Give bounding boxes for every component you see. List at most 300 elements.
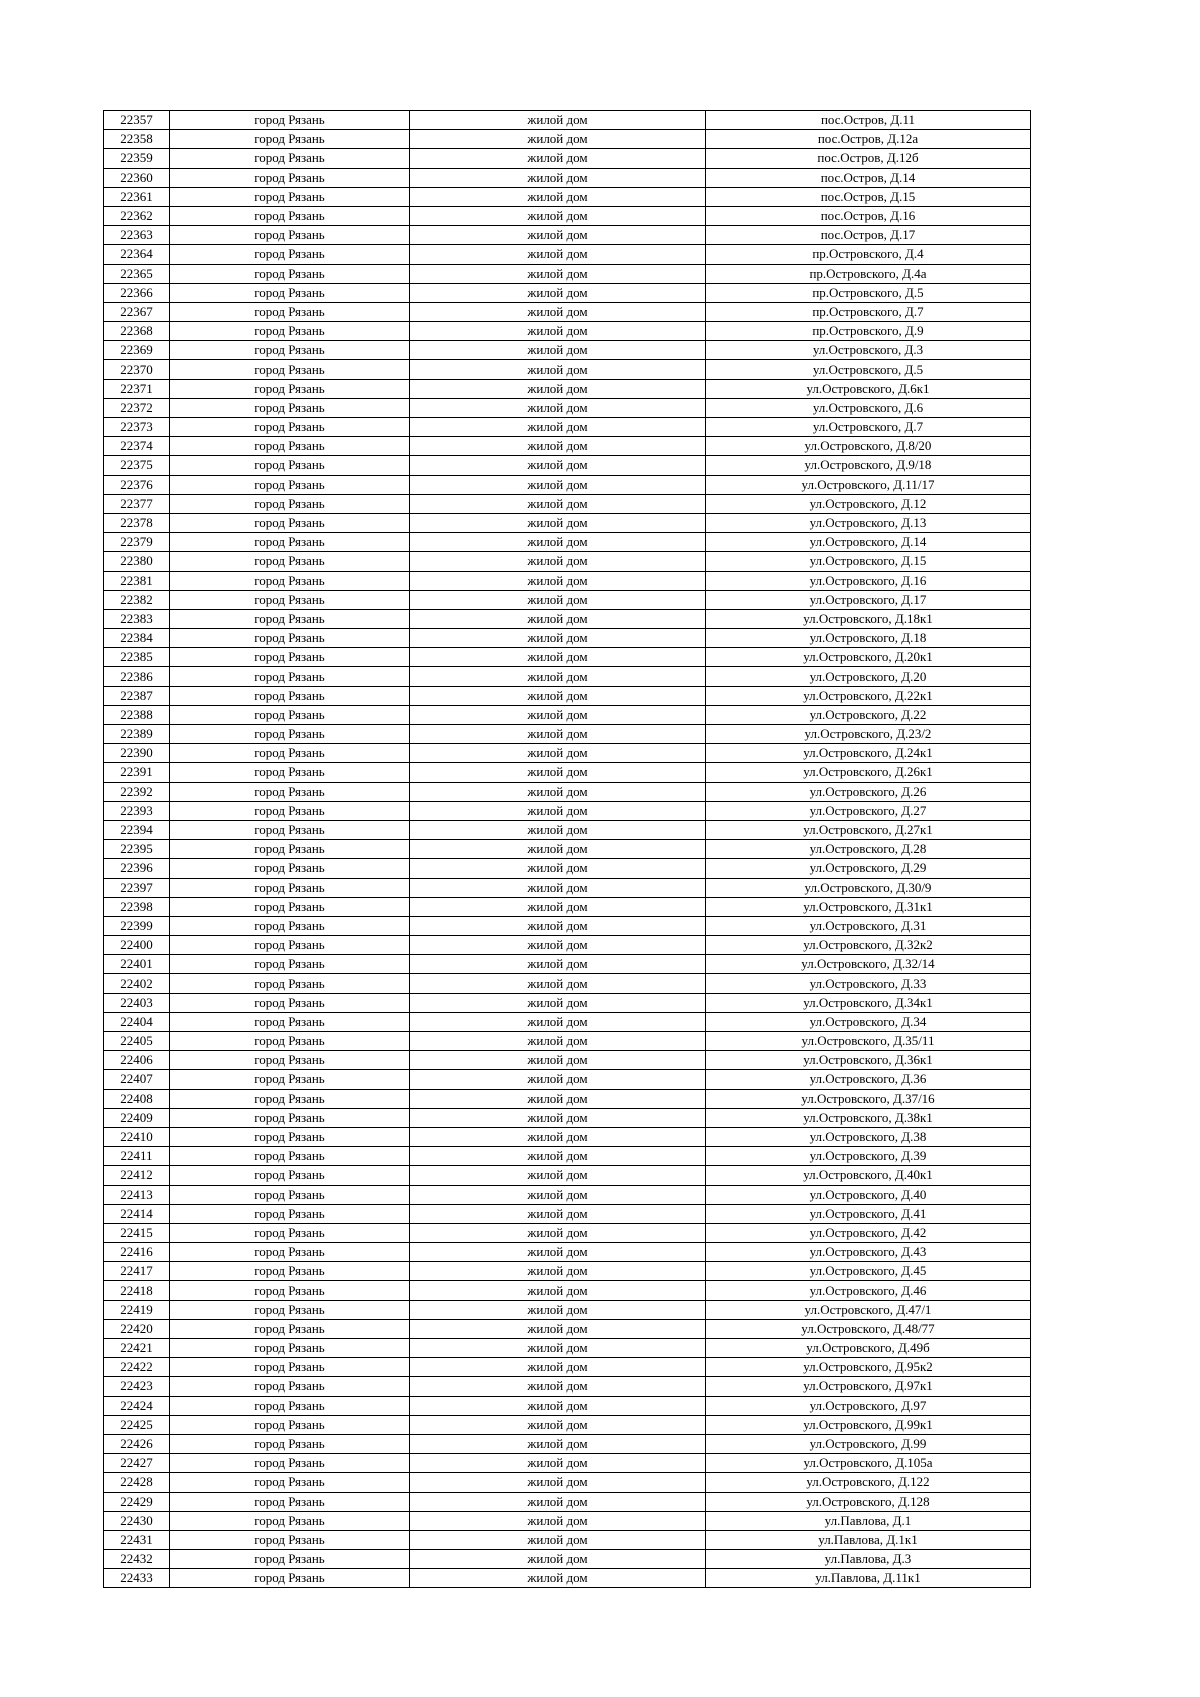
address-cell: ул.Островского, Д.38 xyxy=(706,1127,1031,1146)
object-type-cell: жилой дом xyxy=(410,820,706,839)
city-cell: город Рязань xyxy=(170,168,410,187)
record-number-cell: 22381 xyxy=(104,571,170,590)
object-type-cell: жилой дом xyxy=(410,1300,706,1319)
object-type-cell: жилой дом xyxy=(410,1377,706,1396)
record-number-cell: 22382 xyxy=(104,590,170,609)
address-cell: ул.Островского, Д.48/77 xyxy=(706,1319,1031,1338)
city-cell: город Рязань xyxy=(170,1012,410,1031)
record-number-cell: 22421 xyxy=(104,1339,170,1358)
city-cell: город Рязань xyxy=(170,1377,410,1396)
city-cell: город Рязань xyxy=(170,1358,410,1377)
table-row xyxy=(104,1223,1031,1242)
city-cell: город Рязань xyxy=(170,840,410,859)
table-row xyxy=(104,302,1031,321)
record-number-cell: 22411 xyxy=(104,1147,170,1166)
object-type-cell: жилой дом xyxy=(410,1166,706,1185)
address-cell: ул.Островского, Д.97к1 xyxy=(706,1377,1031,1396)
address-cell: ул.Островского, Д.95к2 xyxy=(706,1358,1031,1377)
city-cell: город Рязань xyxy=(170,1185,410,1204)
table-row xyxy=(104,629,1031,648)
object-type-cell: жилой дом xyxy=(410,1339,706,1358)
city-cell: город Рязань xyxy=(170,1511,410,1530)
record-number-cell: 22409 xyxy=(104,1108,170,1127)
table-row xyxy=(104,1108,1031,1127)
city-cell: город Рязань xyxy=(170,1204,410,1223)
city-cell: город Рязань xyxy=(170,111,410,130)
object-type-cell: жилой дом xyxy=(410,1473,706,1492)
city-cell: город Рязань xyxy=(170,782,410,801)
address-cell: ул.Островского, Д.18к1 xyxy=(706,609,1031,628)
object-type-cell: жилой дом xyxy=(410,1108,706,1127)
address-cell: ул.Павлова, Д.1к1 xyxy=(706,1530,1031,1549)
object-type-cell: жилой дом xyxy=(410,859,706,878)
record-number-cell: 22419 xyxy=(104,1300,170,1319)
city-cell: город Рязань xyxy=(170,456,410,475)
record-number-cell: 22384 xyxy=(104,629,170,648)
record-number-cell: 22430 xyxy=(104,1511,170,1530)
table-row xyxy=(104,1070,1031,1089)
city-cell: город Рязань xyxy=(170,1051,410,1070)
record-number-cell: 22383 xyxy=(104,609,170,628)
table-row xyxy=(104,130,1031,149)
address-cell: ул.Островского, Д.47/1 xyxy=(706,1300,1031,1319)
record-number-cell: 22380 xyxy=(104,552,170,571)
city-cell: город Рязань xyxy=(170,936,410,955)
table-row xyxy=(104,1300,1031,1319)
city-cell: город Рязань xyxy=(170,494,410,513)
table-row xyxy=(104,1550,1031,1569)
table-row xyxy=(104,571,1031,590)
record-number-cell: 22403 xyxy=(104,993,170,1012)
table-row xyxy=(104,1377,1031,1396)
address-cell: ул.Островского, Д.22 xyxy=(706,705,1031,724)
address-cell: пр.Островского, Д.7 xyxy=(706,302,1031,321)
city-cell: город Рязань xyxy=(170,398,410,417)
address-cell: пос.Остров, Д.17 xyxy=(706,226,1031,245)
city-cell: город Рязань xyxy=(170,1530,410,1549)
address-cell: ул.Островского, Д.28 xyxy=(706,840,1031,859)
object-type-cell: жилой дом xyxy=(410,1511,706,1530)
address-cell: ул.Островского, Д.17 xyxy=(706,590,1031,609)
object-type-cell: жилой дом xyxy=(410,1070,706,1089)
table-row xyxy=(104,1473,1031,1492)
address-cell: ул.Островского, Д.26к1 xyxy=(706,763,1031,782)
city-cell: город Рязань xyxy=(170,1454,410,1473)
address-cell: ул.Островского, Д.43 xyxy=(706,1243,1031,1262)
address-cell: пр.Островского, Д.5 xyxy=(706,283,1031,302)
object-type-cell: жилой дом xyxy=(410,1032,706,1051)
table-row xyxy=(104,1032,1031,1051)
object-type-cell: жилой дом xyxy=(410,418,706,437)
record-number-cell: 22406 xyxy=(104,1051,170,1070)
address-cell: ул.Островского, Д.31 xyxy=(706,916,1031,935)
address-cell: ул.Островского, Д.40к1 xyxy=(706,1166,1031,1185)
record-number-cell: 22367 xyxy=(104,302,170,321)
address-cell: ул.Островского, Д.16 xyxy=(706,571,1031,590)
address-cell: ул.Островского, Д.40 xyxy=(706,1185,1031,1204)
object-type-cell: жилой дом xyxy=(410,360,706,379)
city-cell: город Рязань xyxy=(170,437,410,456)
record-number-cell: 22379 xyxy=(104,533,170,552)
table-row xyxy=(104,418,1031,437)
city-cell: город Рязань xyxy=(170,283,410,302)
record-number-cell: 22417 xyxy=(104,1262,170,1281)
city-cell: город Рязань xyxy=(170,1243,410,1262)
record-number-cell: 22401 xyxy=(104,955,170,974)
record-number-cell: 22368 xyxy=(104,322,170,341)
address-cell: ул.Островского, Д.6к1 xyxy=(706,379,1031,398)
table-row xyxy=(104,226,1031,245)
city-cell: город Рязань xyxy=(170,955,410,974)
record-number-cell: 22412 xyxy=(104,1166,170,1185)
object-type-cell: жилой дом xyxy=(410,302,706,321)
table-row xyxy=(104,149,1031,168)
city-cell: город Рязань xyxy=(170,1319,410,1338)
address-cell: ул.Островского, Д.99 xyxy=(706,1434,1031,1453)
object-type-cell: жилой дом xyxy=(410,398,706,417)
table-row xyxy=(104,494,1031,513)
object-type-cell: жилой дом xyxy=(410,130,706,149)
address-cell: ул.Островского, Д.20 xyxy=(706,667,1031,686)
record-number-cell: 22392 xyxy=(104,782,170,801)
table-row xyxy=(104,1492,1031,1511)
table-row xyxy=(104,1051,1031,1070)
record-number-cell: 22396 xyxy=(104,859,170,878)
record-number-cell: 22385 xyxy=(104,648,170,667)
object-type-cell: жилой дом xyxy=(410,1434,706,1453)
object-type-cell: жилой дом xyxy=(410,264,706,283)
table-row xyxy=(104,245,1031,264)
address-cell: ул.Островского, Д.38к1 xyxy=(706,1108,1031,1127)
city-cell: город Рязань xyxy=(170,590,410,609)
object-type-cell: жилой дом xyxy=(410,609,706,628)
city-cell: город Рязань xyxy=(170,1492,410,1511)
city-cell: город Рязань xyxy=(170,571,410,590)
address-cell: ул.Островского, Д.49б xyxy=(706,1339,1031,1358)
table-row xyxy=(104,322,1031,341)
table-row xyxy=(104,437,1031,456)
address-cell: ул.Островского, Д.32к2 xyxy=(706,936,1031,955)
object-type-cell: жилой дом xyxy=(410,533,706,552)
record-number-cell: 22399 xyxy=(104,916,170,935)
address-cell: ул.Островского, Д.97 xyxy=(706,1396,1031,1415)
object-type-cell: жилой дом xyxy=(410,1185,706,1204)
city-cell: город Рязань xyxy=(170,1415,410,1434)
address-cell: ул.Островского, Д.45 xyxy=(706,1262,1031,1281)
table-row xyxy=(104,456,1031,475)
record-number-cell: 22414 xyxy=(104,1204,170,1223)
table-row xyxy=(104,1243,1031,1262)
object-type-cell: жилой дом xyxy=(410,168,706,187)
city-cell: город Рязань xyxy=(170,1166,410,1185)
address-cell: пр.Островского, Д.4а xyxy=(706,264,1031,283)
object-type-cell: жилой дом xyxy=(410,705,706,724)
city-cell: город Рязань xyxy=(170,725,410,744)
table-row xyxy=(104,1262,1031,1281)
object-type-cell: жилой дом xyxy=(410,878,706,897)
table-row xyxy=(104,1396,1031,1415)
record-number-cell: 22364 xyxy=(104,245,170,264)
table-row xyxy=(104,1147,1031,1166)
address-cell: ул.Павлова, Д.11к1 xyxy=(706,1569,1031,1588)
city-cell: город Рязань xyxy=(170,533,410,552)
address-cell: ул.Островского, Д.20к1 xyxy=(706,648,1031,667)
city-cell: город Рязань xyxy=(170,1300,410,1319)
table-row xyxy=(104,1530,1031,1549)
object-type-cell: жилой дом xyxy=(410,629,706,648)
record-number-cell: 22420 xyxy=(104,1319,170,1338)
address-cell: пос.Остров, Д.16 xyxy=(706,206,1031,225)
record-number-cell: 22362 xyxy=(104,206,170,225)
record-number-cell: 22361 xyxy=(104,187,170,206)
city-cell: город Рязань xyxy=(170,1473,410,1492)
address-cell: ул.Островского, Д.3 xyxy=(706,341,1031,360)
object-type-cell: жилой дом xyxy=(410,1243,706,1262)
object-type-cell: жилой дом xyxy=(410,1550,706,1569)
record-number-cell: 22428 xyxy=(104,1473,170,1492)
city-cell: город Рязань xyxy=(170,705,410,724)
record-number-cell: 22375 xyxy=(104,456,170,475)
address-cell: ул.Островского, Д.42 xyxy=(706,1223,1031,1242)
address-cell: ул.Островского, Д.99к1 xyxy=(706,1415,1031,1434)
city-cell: город Рязань xyxy=(170,130,410,149)
table-row xyxy=(104,1204,1031,1223)
record-number-cell: 22398 xyxy=(104,897,170,916)
object-type-cell: жилой дом xyxy=(410,437,706,456)
city-cell: город Рязань xyxy=(170,763,410,782)
record-number-cell: 22359 xyxy=(104,149,170,168)
table-row xyxy=(104,974,1031,993)
table-row xyxy=(104,206,1031,225)
address-cell: ул.Островского, Д.5 xyxy=(706,360,1031,379)
city-cell: город Рязань xyxy=(170,1032,410,1051)
record-number-cell: 22425 xyxy=(104,1415,170,1434)
address-cell: ул.Островского, Д.31к1 xyxy=(706,897,1031,916)
address-cell: ул.Островского, Д.41 xyxy=(706,1204,1031,1223)
record-number-cell: 22418 xyxy=(104,1281,170,1300)
city-cell: город Рязань xyxy=(170,859,410,878)
table-row xyxy=(104,609,1031,628)
record-number-cell: 22426 xyxy=(104,1434,170,1453)
record-number-cell: 22386 xyxy=(104,667,170,686)
table-row xyxy=(104,840,1031,859)
object-type-cell: жилой дом xyxy=(410,1492,706,1511)
address-cell: пр.Островского, Д.4 xyxy=(706,245,1031,264)
city-cell: город Рязань xyxy=(170,187,410,206)
object-type-cell: жилой дом xyxy=(410,1089,706,1108)
address-cell: ул.Павлова, Д.3 xyxy=(706,1550,1031,1569)
table-row xyxy=(104,916,1031,935)
object-type-cell: жилой дом xyxy=(410,379,706,398)
city-cell: город Рязань xyxy=(170,897,410,916)
object-type-cell: жилой дом xyxy=(410,974,706,993)
city-cell: город Рязань xyxy=(170,1147,410,1166)
address-cell: пос.Остров, Д.12а xyxy=(706,130,1031,149)
object-type-cell: жилой дом xyxy=(410,782,706,801)
city-cell: город Рязань xyxy=(170,1569,410,1588)
address-cell: ул.Островского, Д.7 xyxy=(706,418,1031,437)
record-number-cell: 22365 xyxy=(104,264,170,283)
table-row xyxy=(104,1185,1031,1204)
object-type-cell: жилой дом xyxy=(410,245,706,264)
record-number-cell: 22395 xyxy=(104,840,170,859)
object-type-cell: жилой дом xyxy=(410,1569,706,1588)
city-cell: город Рязань xyxy=(170,245,410,264)
record-number-cell: 22357 xyxy=(104,111,170,130)
table-row xyxy=(104,878,1031,897)
city-cell: город Рязань xyxy=(170,226,410,245)
table-row xyxy=(104,1454,1031,1473)
city-cell: город Рязань xyxy=(170,820,410,839)
table-row xyxy=(104,993,1031,1012)
city-cell: город Рязань xyxy=(170,1108,410,1127)
record-number-cell: 22408 xyxy=(104,1089,170,1108)
object-type-cell: жилой дом xyxy=(410,1223,706,1242)
table-row xyxy=(104,1127,1031,1146)
city-cell: город Рязань xyxy=(170,667,410,686)
table-row xyxy=(104,341,1031,360)
address-cell: ул.Островского, Д.26 xyxy=(706,782,1031,801)
table-row xyxy=(104,513,1031,532)
table-row xyxy=(104,475,1031,494)
address-cell: ул.Островского, Д.27 xyxy=(706,801,1031,820)
table-row xyxy=(104,1281,1031,1300)
table-row xyxy=(104,648,1031,667)
record-number-cell: 22402 xyxy=(104,974,170,993)
address-cell: ул.Островского, Д.122 xyxy=(706,1473,1031,1492)
table-row xyxy=(104,1012,1031,1031)
table-row xyxy=(104,936,1031,955)
table-row xyxy=(104,111,1031,130)
address-cell: ул.Островского, Д.14 xyxy=(706,533,1031,552)
object-type-cell: жилой дом xyxy=(410,149,706,168)
record-number-cell: 22378 xyxy=(104,513,170,532)
record-number-cell: 22404 xyxy=(104,1012,170,1031)
record-number-cell: 22370 xyxy=(104,360,170,379)
record-number-cell: 22416 xyxy=(104,1243,170,1262)
city-cell: город Рязань xyxy=(170,1550,410,1569)
city-cell: город Рязань xyxy=(170,379,410,398)
table-row xyxy=(104,955,1031,974)
object-type-cell: жилой дом xyxy=(410,1051,706,1070)
object-type-cell: жилой дом xyxy=(410,322,706,341)
object-type-cell: жилой дом xyxy=(410,667,706,686)
table-row xyxy=(104,1339,1031,1358)
city-cell: город Рязань xyxy=(170,475,410,494)
object-type-cell: жилой дом xyxy=(410,1127,706,1146)
object-type-cell: жилой дом xyxy=(410,1204,706,1223)
record-number-cell: 22433 xyxy=(104,1569,170,1588)
object-type-cell: жилой дом xyxy=(410,475,706,494)
table-row xyxy=(104,379,1031,398)
record-number-cell: 22415 xyxy=(104,1223,170,1242)
address-cell: ул.Островского, Д.33 xyxy=(706,974,1031,993)
object-type-cell: жилой дом xyxy=(410,571,706,590)
city-cell: город Рязань xyxy=(170,1070,410,1089)
city-cell: город Рязань xyxy=(170,1127,410,1146)
object-type-cell: жилой дом xyxy=(410,1454,706,1473)
address-cell: ул.Островского, Д.12 xyxy=(706,494,1031,513)
record-number-cell: 22423 xyxy=(104,1377,170,1396)
record-number-cell: 22387 xyxy=(104,686,170,705)
address-cell: ул.Островского, Д.34к1 xyxy=(706,993,1031,1012)
record-number-cell: 22405 xyxy=(104,1032,170,1051)
city-cell: город Рязань xyxy=(170,609,410,628)
record-number-cell: 22377 xyxy=(104,494,170,513)
object-type-cell: жилой дом xyxy=(410,916,706,935)
table-row xyxy=(104,897,1031,916)
city-cell: город Рязань xyxy=(170,1434,410,1453)
record-number-cell: 22374 xyxy=(104,437,170,456)
object-type-cell: жилой дом xyxy=(410,111,706,130)
city-cell: город Рязань xyxy=(170,1339,410,1358)
city-cell: город Рязань xyxy=(170,1089,410,1108)
object-type-cell: жилой дом xyxy=(410,187,706,206)
record-number-cell: 22372 xyxy=(104,398,170,417)
object-type-cell: жилой дом xyxy=(410,936,706,955)
city-cell: город Рязань xyxy=(170,1262,410,1281)
address-cell: ул.Островского, Д.128 xyxy=(706,1492,1031,1511)
city-cell: город Рязань xyxy=(170,322,410,341)
table-row xyxy=(104,1166,1031,1185)
table-row xyxy=(104,801,1031,820)
address-cell: ул.Островского, Д.37/16 xyxy=(706,1089,1031,1108)
address-cell: ул.Островского, Д.24к1 xyxy=(706,744,1031,763)
city-cell: город Рязань xyxy=(170,629,410,648)
address-cell: ул.Островского, Д.30/9 xyxy=(706,878,1031,897)
record-number-cell: 22366 xyxy=(104,283,170,302)
address-cell: ул.Островского, Д.6 xyxy=(706,398,1031,417)
object-type-cell: жилой дом xyxy=(410,1262,706,1281)
table-row xyxy=(104,168,1031,187)
address-cell: пос.Остров, Д.11 xyxy=(706,111,1031,130)
record-number-cell: 22360 xyxy=(104,168,170,187)
address-cell: ул.Островского, Д.105а xyxy=(706,1454,1031,1473)
record-number-cell: 22391 xyxy=(104,763,170,782)
table-row xyxy=(104,590,1031,609)
address-cell: ул.Островского, Д.15 xyxy=(706,552,1031,571)
record-number-cell: 22431 xyxy=(104,1530,170,1549)
address-cell: ул.Павлова, Д.1 xyxy=(706,1511,1031,1530)
city-cell: город Рязань xyxy=(170,686,410,705)
city-cell: город Рязань xyxy=(170,1281,410,1300)
object-type-cell: жилой дом xyxy=(410,801,706,820)
city-cell: город Рязань xyxy=(170,1396,410,1415)
city-cell: город Рязань xyxy=(170,360,410,379)
city-cell: город Рязань xyxy=(170,993,410,1012)
table-row xyxy=(104,533,1031,552)
table-row xyxy=(104,744,1031,763)
object-type-cell: жилой дом xyxy=(410,341,706,360)
address-cell: пос.Остров, Д.12б xyxy=(706,149,1031,168)
table-row xyxy=(104,187,1031,206)
city-cell: город Рязань xyxy=(170,878,410,897)
table-row xyxy=(104,705,1031,724)
record-number-cell: 22363 xyxy=(104,226,170,245)
address-cell: ул.Островского, Д.36к1 xyxy=(706,1051,1031,1070)
city-cell: город Рязань xyxy=(170,206,410,225)
record-number-cell: 22397 xyxy=(104,878,170,897)
address-cell: ул.Островского, Д.23/2 xyxy=(706,725,1031,744)
address-cell: ул.Островского, Д.9/18 xyxy=(706,456,1031,475)
record-number-cell: 22424 xyxy=(104,1396,170,1415)
object-type-cell: жилой дом xyxy=(410,1147,706,1166)
city-cell: город Рязань xyxy=(170,974,410,993)
object-type-cell: жилой дом xyxy=(410,648,706,667)
city-cell: город Рязань xyxy=(170,744,410,763)
object-type-cell: жилой дом xyxy=(410,993,706,1012)
address-cell: ул.Островского, Д.13 xyxy=(706,513,1031,532)
